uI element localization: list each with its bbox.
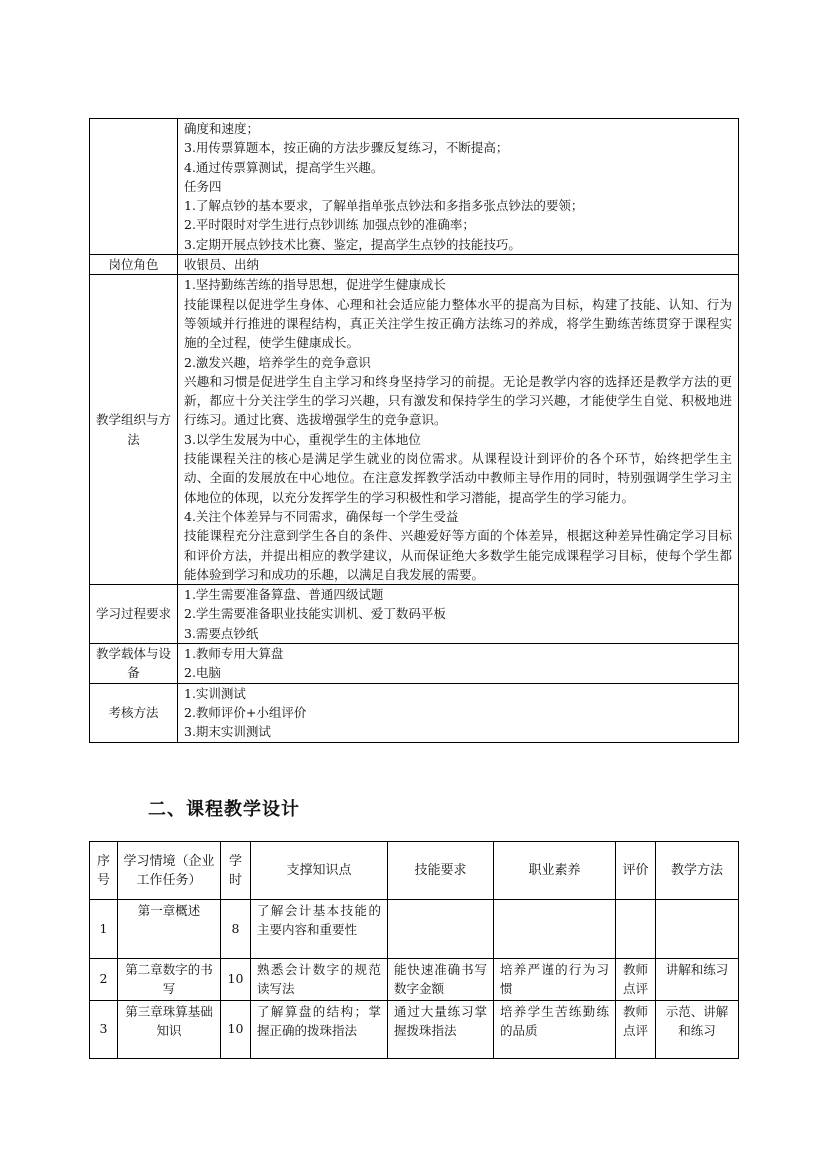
process-content-cell: [178, 585, 739, 644]
task-line: 3.定期开展点钞技术比赛、鉴定，提高学生点钞的技能技巧。: [184, 236, 521, 252]
org-content-cell: [178, 275, 739, 585]
cell-method: 示范、讲解和练习: [656, 1001, 739, 1059]
org-item-title: 2.激发兴趣，培养学生的竞争意识: [184, 354, 371, 370]
cell-method: [656, 900, 739, 959]
task-line: 1.了解点钞的基本要求，了解单指单张点钞法和多指多张点钞法的要领；: [184, 198, 584, 214]
cell-knowledge: 了解会计基本技能的主要内容和重要性: [251, 900, 388, 959]
course-info-table: [89, 118, 739, 743]
design-table: [89, 841, 739, 1059]
header-method: 教学方法: [656, 842, 739, 900]
header-skill: 技能要求: [388, 842, 494, 900]
org-item-body: 技能课程充分注意到学生各自的条件、兴趣爱好等方面的个体差异，根据这种差异性确定学习目标和评价方法，并提出相应的教学建议，从而保证绝大多数学生能完成课程学习目标，使每个学生都能体验到学习和成功的乐趣，以满足自我发展的需要。: [184, 528, 732, 582]
table-row: [90, 1001, 739, 1059]
cell-eval: 教师点评: [616, 959, 656, 1001]
role-label: 岗位角色: [90, 255, 178, 275]
org-item-title: 1.坚持勤练苦练的指导思想，促进学生健康成长: [184, 277, 446, 293]
org-label-text: 教学组织与方法: [95, 412, 171, 447]
cell-context: 第一章概述: [118, 900, 221, 959]
assess-label: 考核方法: [90, 683, 178, 742]
table-row: [90, 275, 739, 585]
assess-item: 1.实训测试: [184, 685, 246, 701]
cell-no: 1: [90, 900, 118, 959]
table-row: [90, 959, 739, 1001]
table-row: [90, 255, 739, 275]
header-context: 学习情境（企业工作任务）: [118, 842, 221, 900]
task-line: 确度和速度；: [184, 121, 260, 136]
table-row: [90, 900, 739, 959]
cell-skill: 通过大量练习掌握拨珠指法: [388, 1001, 494, 1059]
cell-eval: [616, 900, 656, 959]
cell-eval: 教师点评: [616, 1001, 656, 1059]
cell-knowledge: 熟悉会计数字的规范读写法: [251, 959, 388, 1001]
task-line: 2.平时限时对学生进行点钞训练 加强点钞的准确率；: [184, 217, 475, 233]
table-header-row: [90, 842, 739, 900]
cell-hours: 8: [221, 900, 251, 959]
cell-quality: 培养学生苦练勤练的品质: [494, 1001, 616, 1059]
equip-content-cell: [178, 644, 739, 684]
cell-context: 第二章数字的书写: [118, 959, 221, 1001]
assess-content-cell: [178, 683, 739, 742]
task-line: 任务四: [184, 178, 222, 194]
cell-quality: [494, 900, 616, 959]
cell-quality: 培养严谨的行为习惯: [494, 959, 616, 1001]
cell-hours: 10: [221, 959, 251, 1001]
process-item: 1.学生需要准备算盘、普通四级试题: [184, 587, 384, 603]
task-content-cell: [178, 119, 739, 255]
cell-skill: [388, 900, 494, 959]
equip-label: [90, 644, 178, 684]
equip-label-text: 教学载体与设备: [95, 646, 171, 681]
org-item-title: 3.以学生发展为中心，重视学生的主体地位: [184, 431, 421, 447]
equip-item: 1.教师专用大算盘: [184, 646, 284, 662]
assess-item: 2.教师评价+小组评价: [184, 704, 307, 720]
cell-hours: 10: [221, 1001, 251, 1059]
header-hours: 学时: [221, 842, 251, 900]
cell-skill: 能快速准确书写数字金额: [388, 959, 494, 1001]
cell-method: 讲解和练习: [656, 959, 739, 1001]
cell-no: 2: [90, 959, 118, 1001]
table-row: [90, 119, 739, 255]
cell-no: 3: [90, 1001, 118, 1059]
org-item-body: 兴趣和习惯是促进学生自主学习和终身坚持学习的前提。无论是教学内容的选择还是教学方法的更新，都应十分关注学生的学习兴趣，只有激发和保持学生的学习兴趣，才能使学生自觉、积极地进行练习。通过比赛、选拔增强学生的竞争意识。: [184, 373, 732, 428]
table-row: [90, 683, 739, 742]
section-heading: 二、课程教学设计: [148, 799, 300, 820]
task-label-cell: [90, 119, 178, 255]
table-row: [90, 585, 739, 644]
equip-item: 2.电脑: [184, 665, 221, 681]
cell-knowledge: 了解算盘的结构；掌握正确的拨珠指法: [251, 1001, 388, 1059]
header-no: 序号: [90, 842, 118, 900]
process-item: 3.需要点钞纸: [184, 625, 259, 641]
table-row: [90, 644, 739, 684]
org-item-title: 4.关注个体差异与不同需求，确保每一个学生受益: [184, 508, 459, 524]
org-item-body: 技能课程关注的核心是满足学生就业的岗位需求。从课程设计到评价的各个环节，始终把学生主动、全面的发展放在中心地位。在注意发挥教学活动中教师主导作用的同时，特别强调学生学习主体地位的体现，以充分发挥学生的学习积极性和学习潜能，提高学生的学习能力。: [184, 451, 732, 505]
process-item: 2.学生需要准备职业技能实训机、爱丁数码平板: [184, 606, 446, 622]
header-knowledge: 支撑知识点: [251, 842, 388, 900]
header-eval: 评价: [616, 842, 656, 900]
process-label-text: 学习过程要求: [95, 606, 171, 622]
role-value: 收银员、出纳: [178, 255, 739, 275]
org-item-body: 技能课程以促进学生身体、心理和社会适应能力整体水平的提高为目标，构建了技能、认知、行为等领域并行推进的课程结构，真正关注学生按正确方法练习的养成，将学生勤练苦练贯穿于课程实施的全过程，使学生健康成长。: [184, 296, 732, 351]
cell-context: 第三章珠算基础知识: [118, 1001, 221, 1059]
task-line: 3.用传票算题本，按正确的方法步骤反复练习，不断提高；: [184, 140, 509, 156]
org-label: [90, 275, 178, 585]
process-label: [90, 585, 178, 644]
task-line: 4.通过传票算测试，提高学生兴趣。: [184, 159, 384, 175]
header-quality: 职业素养: [494, 842, 616, 900]
assess-item: 3.期末实训测试: [184, 724, 271, 740]
